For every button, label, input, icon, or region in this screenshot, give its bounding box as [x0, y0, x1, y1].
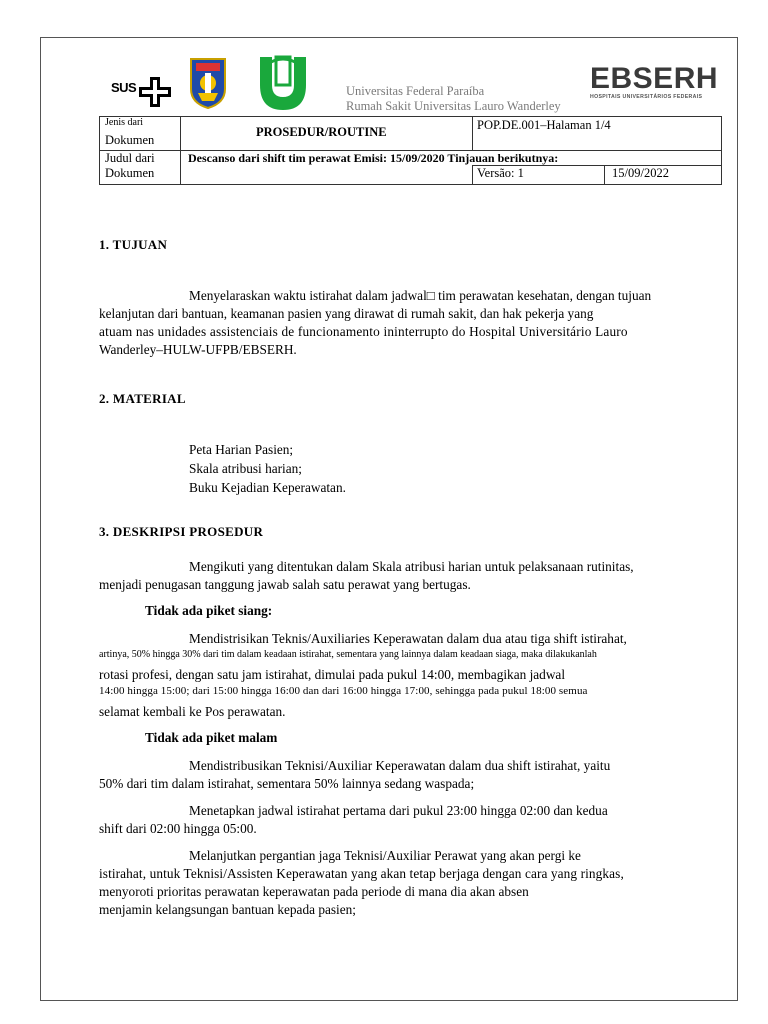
- ebserh-logo-text: EBSERH: [590, 62, 719, 95]
- paragraph-line: Menyelaraskan waktu istirahat dalam jadwal□ tim perawatan kesehatan, dengan tujuan: [189, 288, 652, 303]
- paragraph-line: Wanderley–HULW-UFPB/EBSERH.: [99, 342, 297, 357]
- paragraph-line: shift dari 02:00 hingga 05:00.: [99, 821, 257, 836]
- section-2-title: 2. MATERIAL: [99, 391, 186, 406]
- paragraph-line: artinya, 50% hingga 30% dari tim dalam keadaan istirahat, sementara yang lainnya dalam keadaan siaga, maka dilakukanlah: [99, 649, 597, 660]
- review-date: 15/09/2022: [612, 166, 669, 180]
- paragraph-line: 50% dari tim dalam istirahat, sementara 50% lainnya sedang waspada;: [99, 776, 475, 791]
- paragraph-line: kelanjutan dari bantuan, keamanan pasien yang dirawat di rumah sakit, dan hak pekerja yang: [99, 306, 594, 321]
- judul-label-1: Judul dari: [105, 151, 155, 165]
- material-item: Peta Harian Pasien;: [189, 442, 294, 457]
- night-shift-title: Tidak ada piket malam: [145, 730, 278, 745]
- version: Versão: 1: [477, 166, 524, 180]
- hospital-name: Rumah Sakit Universitas Lauro Wanderley: [346, 99, 561, 113]
- sus-logo-text: SUS: [111, 80, 137, 95]
- document-type: PROSEDUR/ROUTINE: [256, 125, 387, 139]
- paragraph-line: rotasi profesi, dengan satu jam istirahat, dimulai pada pukul 14:00, membagikan jadwal: [99, 667, 566, 682]
- paragraph-line: Menetapkan jadwal istirahat pertama dari pukul 23:00 hingga 02:00 dan kedua: [189, 803, 608, 818]
- paragraph-line: atuam nas unidades assistenciais de funcionamento ininterrupto do Hospital Universitário Lauro: [99, 324, 628, 339]
- paragraph-line: 14:00 hingga 15:00; dari 15:00 hingga 16:00 dan dari 16:00 hingga 17:00, sehingga pada pukul 18:00 semua: [99, 685, 588, 697]
- section-3-title: 3. DESKRIPSI PROSEDUR: [99, 524, 264, 539]
- section-1-title: 1. TUJUAN: [99, 237, 168, 252]
- paragraph-line: selamat kembali ke Pos perawatan.: [99, 704, 286, 719]
- paragraph-line: menyoroti prioritas perawatan keperawatan pada periode di mana dia akan absen: [99, 884, 529, 899]
- jenis-label-1: Jenis dari: [105, 117, 144, 128]
- university-name: Universitas Federal Paraíba: [346, 84, 485, 98]
- material-item: Skala atribusi harian;: [189, 461, 302, 476]
- paragraph-line: Mengikuti yang ditentukan dalam Skala atribusi harian untuk pelaksanaan rutinitas,: [189, 559, 634, 574]
- judul-label-2: Dokumen: [105, 166, 155, 180]
- paragraph-line: istirahat, untuk Teknisi/Assisten Keperawatan yang akan tetap berjaga dengan cara yang ringkas,: [99, 866, 624, 881]
- paragraph-line: menjadi penugasan tanggung jawab salah satu perawat yang bertugas.: [99, 577, 471, 592]
- paragraph-line: Mendistrisikan Teknis/Auxiliaries Keperawatan dalam dua atau tiga shift istirahat,: [189, 631, 627, 646]
- pop-code: POP.DE.001–Halaman 1/4: [477, 118, 611, 132]
- paragraph-line: menjamin kelangsungan bantuan kepada pasien;: [99, 902, 356, 917]
- ufpb-crest-icon: [188, 55, 228, 109]
- material-item: Buku Kejadian Keperawatan.: [189, 480, 346, 495]
- day-shift-title: Tidak ada piket siang:: [145, 603, 273, 618]
- paragraph-line: Melanjutkan pergantian jaga Teknisi/Auxiliar Perawat yang akan pergi ke: [189, 848, 581, 863]
- jenis-label-2: Dokumen: [105, 133, 155, 147]
- ebserh-tagline: HOSPITAIS UNIVERSITÁRIOS FEDERAIS: [590, 94, 703, 100]
- document-title: Descanso dari shift tim perawat Emisi: 15/09/2020 Tinjauan berikutnya:: [188, 151, 559, 165]
- sus-cross-icon: [139, 77, 171, 107]
- paragraph-line: Mendistribusikan Teknisi/Auxiliar Keperawatan dalam dua shift istirahat, yaitu: [189, 758, 611, 773]
- hulw-logo-icon: [258, 55, 308, 112]
